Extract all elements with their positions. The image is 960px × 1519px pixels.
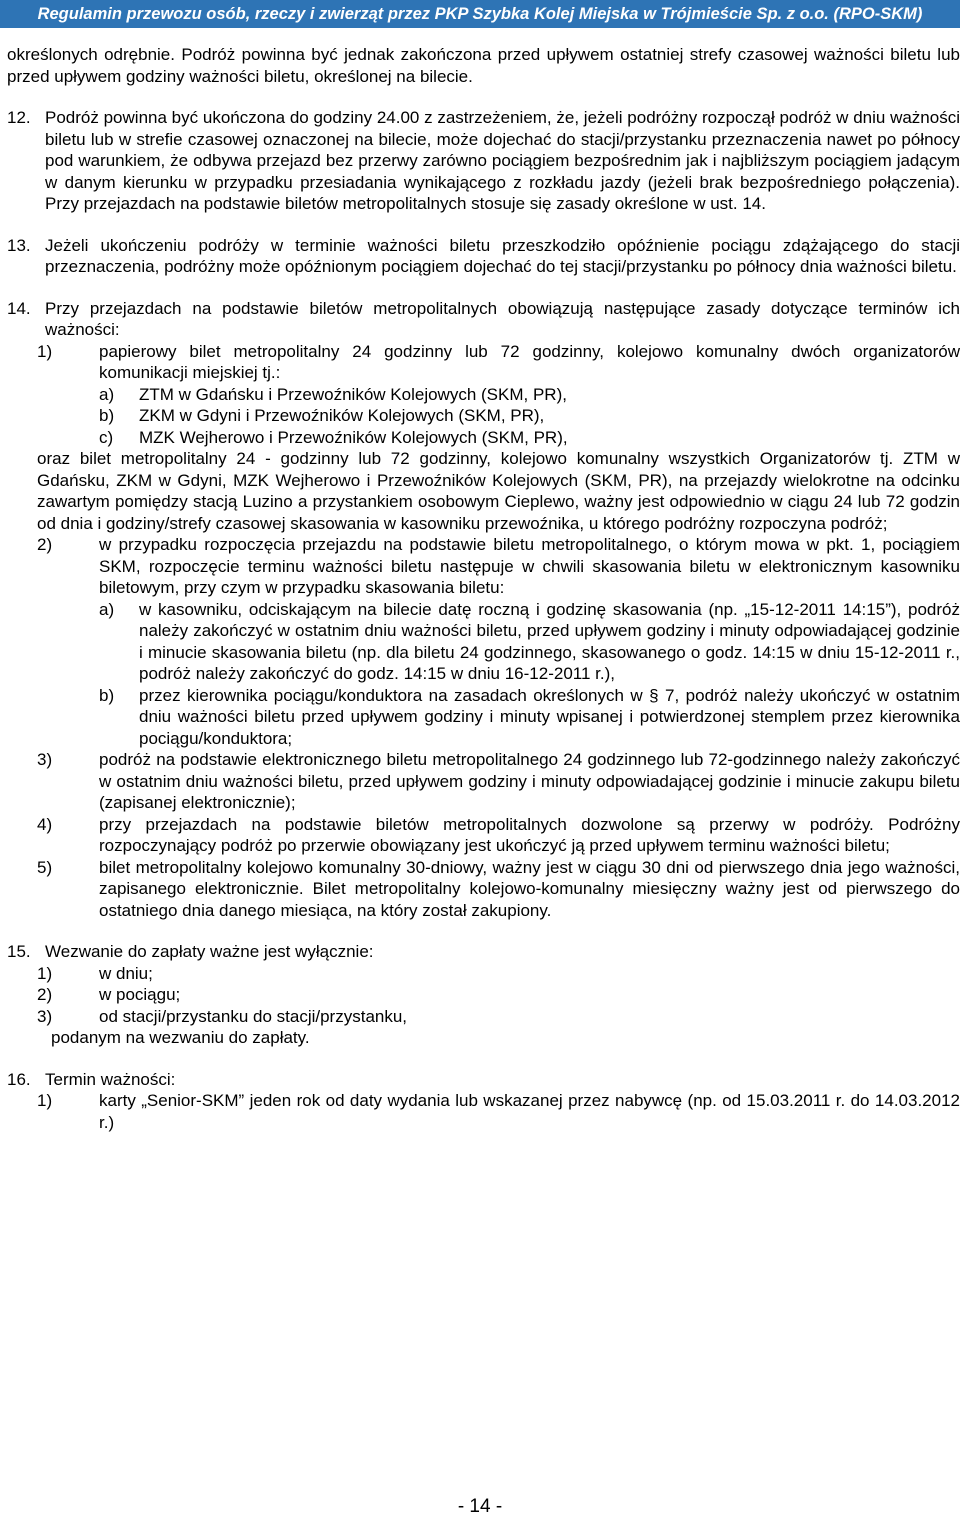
list-number: 4) (37, 814, 53, 834)
section-text: Podróż powinna być ukończona do godziny 24.00 z zastrzeżeniem, że, jeżeli podróżny rozpoczął podróż w dniu ważności biletu lub w strefie czasowej oznaczonej na bilecie, może dojechać do stacji/przystanku przeznaczenia nawet po północy pod warunkiem, że odbywa przejazd bez przerwy zarówno pociągiem bezpośrednim jak i najbliższym pociągiem jadącym w danym kierunku w przypadku przesiadania wynikającego z rozkładu jazdy (jeżeli brak bezpośredniego połączenia). Przy przejazdach na podstawie biletów metropolitalnych stosuje się zasady określone w ust. 14. (45, 108, 960, 213)
section-16 (7, 1069, 960, 1134)
section-13 (7, 235, 960, 278)
sub-list-text: przez kierownika pociągu/konduktora na zasadach określonych w § 7, podróż należy ukończyć w ostatnim dniu ważności biletu przed upływem godziny i minuty wpisanej i potwierdzonej stemplem przez kierownika pociągu/konduktora; (139, 685, 960, 748)
sub-list-text: w kasowniku, odciskającym na bilecie datę roczną i godzinę skasowania (np. „15-12-2011 14:15”), podróż należy zakończyć w ostatnim dniu ważności biletu, przed upływem godziny i minuty odpowiadającej godzinie i minucie skasowania biletu (np. dla biletu 24 godzinnego, skasowanego o godz. 14:15 w dniu 15-12-2011 r., podróż należy zakończyć do godz. 14:15 w dniu 16-12-2011 r.), (139, 599, 960, 683)
list-number: 1) (37, 1091, 53, 1110)
sub-list-text: MZK Wejherowo i Przewoźników Kolejowych (SKM, PR), (139, 427, 568, 447)
list-text: podróż na podstawie elektronicznego biletu metropolitalnego 24 godzinnego lub 72-godzinnego należy zakończyć w ostatnim dniu ważności biletu, przed upływem godziny i minuty odpowiadającej godzinie i minucie zakupu biletu (zapisanej elektronicznie); (99, 750, 960, 812)
section-12 (7, 107, 960, 215)
section-number: 12. (7, 108, 31, 127)
list-text: od stacji/przystanku do stacji/przystanku, (99, 1006, 408, 1026)
continuation-text: oraz bilet metropolitalny 24 - godzinny lub 72 godzinny, kolejowo komunalny wszystkich Organizatorów tj. ZTM w Gdańsku, ZKM w Gdyni, MZK Wejherowo i Przewoźników Kolejowych (SKM, PR), na przejazdy wielokrotne na odcinku zawartym pomiędzy stacją Luzino a przystankiem osobowym Cieplewo, ważny jest odpowiednio w ciągu 24 lub 72 godzin od dnia i godziny/strefy czasowej skasowania w kasowniku przewoźnika, u którego podróżny rozpoczyna podróż; (37, 449, 960, 533)
intro-paragraph: określonych odrębnie. Podróż powinna być jednak zakończona przed upływem ostatniej strefy czasowej ważności biletu lub przed upływem godziny ważności biletu, określonej na bilecie. (7, 45, 960, 86)
list-item (37, 1006, 960, 1028)
list-text: karty „Senior-SKM” jeden rok od daty wydania lub wskazanej przez nabywcę (np. od 15.03.2011 r. do 14.03.2012 r.) (99, 1091, 960, 1132)
list-number: 3) (37, 1006, 53, 1026)
sub-list-item (99, 685, 960, 750)
list-text: w pociągu; (99, 985, 181, 1004)
document-body (7, 44, 960, 1133)
document-header (0, 0, 960, 28)
sub-list-letter: b) (99, 406, 115, 425)
list-item (37, 963, 960, 985)
list-text: papierowy bilet metropolitalny 24 godzinny lub 72 godzinny, kolejowo komunalny dwóch organizatorów komunikacji miejskiej tj.: (99, 341, 960, 382)
sub-list-item (99, 599, 960, 685)
list-number: 3) (37, 750, 53, 769)
sub-list-item (99, 427, 960, 449)
section-text: Termin ważności: (45, 1069, 176, 1089)
sub-list-item (99, 405, 960, 427)
section-number: 15. (7, 942, 31, 961)
section-14 (7, 298, 960, 922)
list-item (37, 814, 960, 857)
list-text: w dniu; (99, 963, 153, 983)
list-item (37, 341, 960, 384)
section-text: Przy przejazdach na podstawie biletów metropolitalnych obowiązują następujące zasady dotyczące terminów ich ważności: (45, 298, 960, 339)
list-item (37, 534, 960, 599)
list-item (37, 857, 960, 922)
list-number: 1) (37, 341, 53, 361)
sub-list-text: ZKM w Gdyni i Przewoźników Kolejowych (SKM, PR), (139, 406, 545, 425)
sub-list-letter: a) (99, 384, 115, 404)
sub-list-letter: b) (99, 685, 115, 705)
list-item (37, 1090, 960, 1133)
section-15 (7, 941, 960, 1049)
section-tail-text: podanym na wezwaniu do zapłaty. (51, 1028, 310, 1047)
section-text: Wezwanie do zapłaty ważne jest wyłącznie: (45, 942, 374, 961)
list-text: przy przejazdach na podstawie biletów metropolitalnych dozwolone są przerwy w podróży. Podróżny rozpoczynający podróż po przerwie obowiązany jest ukończyć ją przed upływem terminu ważności biletu; (99, 814, 960, 855)
list-item (37, 984, 960, 1006)
list-text: bilet metropolitalny kolejowo komunalny 30-dniowy, ważny jest w ciągu 30 dni od pierwszego dnia jego ważności, zapisanego elektronicznie. Bilet metropolitalny kolejowo-komunalny miesięczny ważny jest od pierwszego do ostatniego dnia danego miesiąca, na który został zakupiony. (99, 857, 960, 920)
sub-list-letter: c) (99, 427, 114, 447)
header-title: Regulamin przewozu osób, rzeczy i zwierząt przez PKP Szybka Kolej Miejska w Trójmieście Sp. z o.o. (RPO-SKM) (37, 5, 923, 23)
list-item (37, 749, 960, 814)
list-number: 1) (37, 963, 53, 983)
list-number: 2) (37, 985, 53, 1004)
section-number: 14. (7, 298, 31, 318)
section-number: 16. (7, 1069, 31, 1089)
section-number: 13. (7, 235, 31, 255)
sub-list-item (99, 384, 960, 406)
sub-list-letter: a) (99, 599, 115, 619)
page-number: - 14 - (457, 1496, 503, 1517)
list-text: w przypadku rozpoczęcia przejazdu na podstawie biletu metropolitalnego, o którym mowa w pkt. 1, pociągiem SKM, rozpoczęcie terminu ważności biletu następuje w chwili skasowania biletu w elektronicznym kasowniku biletowym, przy czym w przypadku skasowania biletu: (99, 535, 960, 597)
list-number: 5) (37, 857, 53, 877)
list-number: 2) (37, 535, 53, 554)
section-text: Jeżeli ukończeniu podróży w terminie ważności biletu przeszkodziło opóźnienie pociągu zdążającego do stacji przeznaczenia, podróżny może opóźnionym pociągiem dojechać do tej stacji/przystanku po północy dnia ważności biletu. (45, 235, 960, 276)
sub-list-text: ZTM w Gdańsku i Przewoźników Kolejowych (SKM, PR), (139, 384, 567, 404)
